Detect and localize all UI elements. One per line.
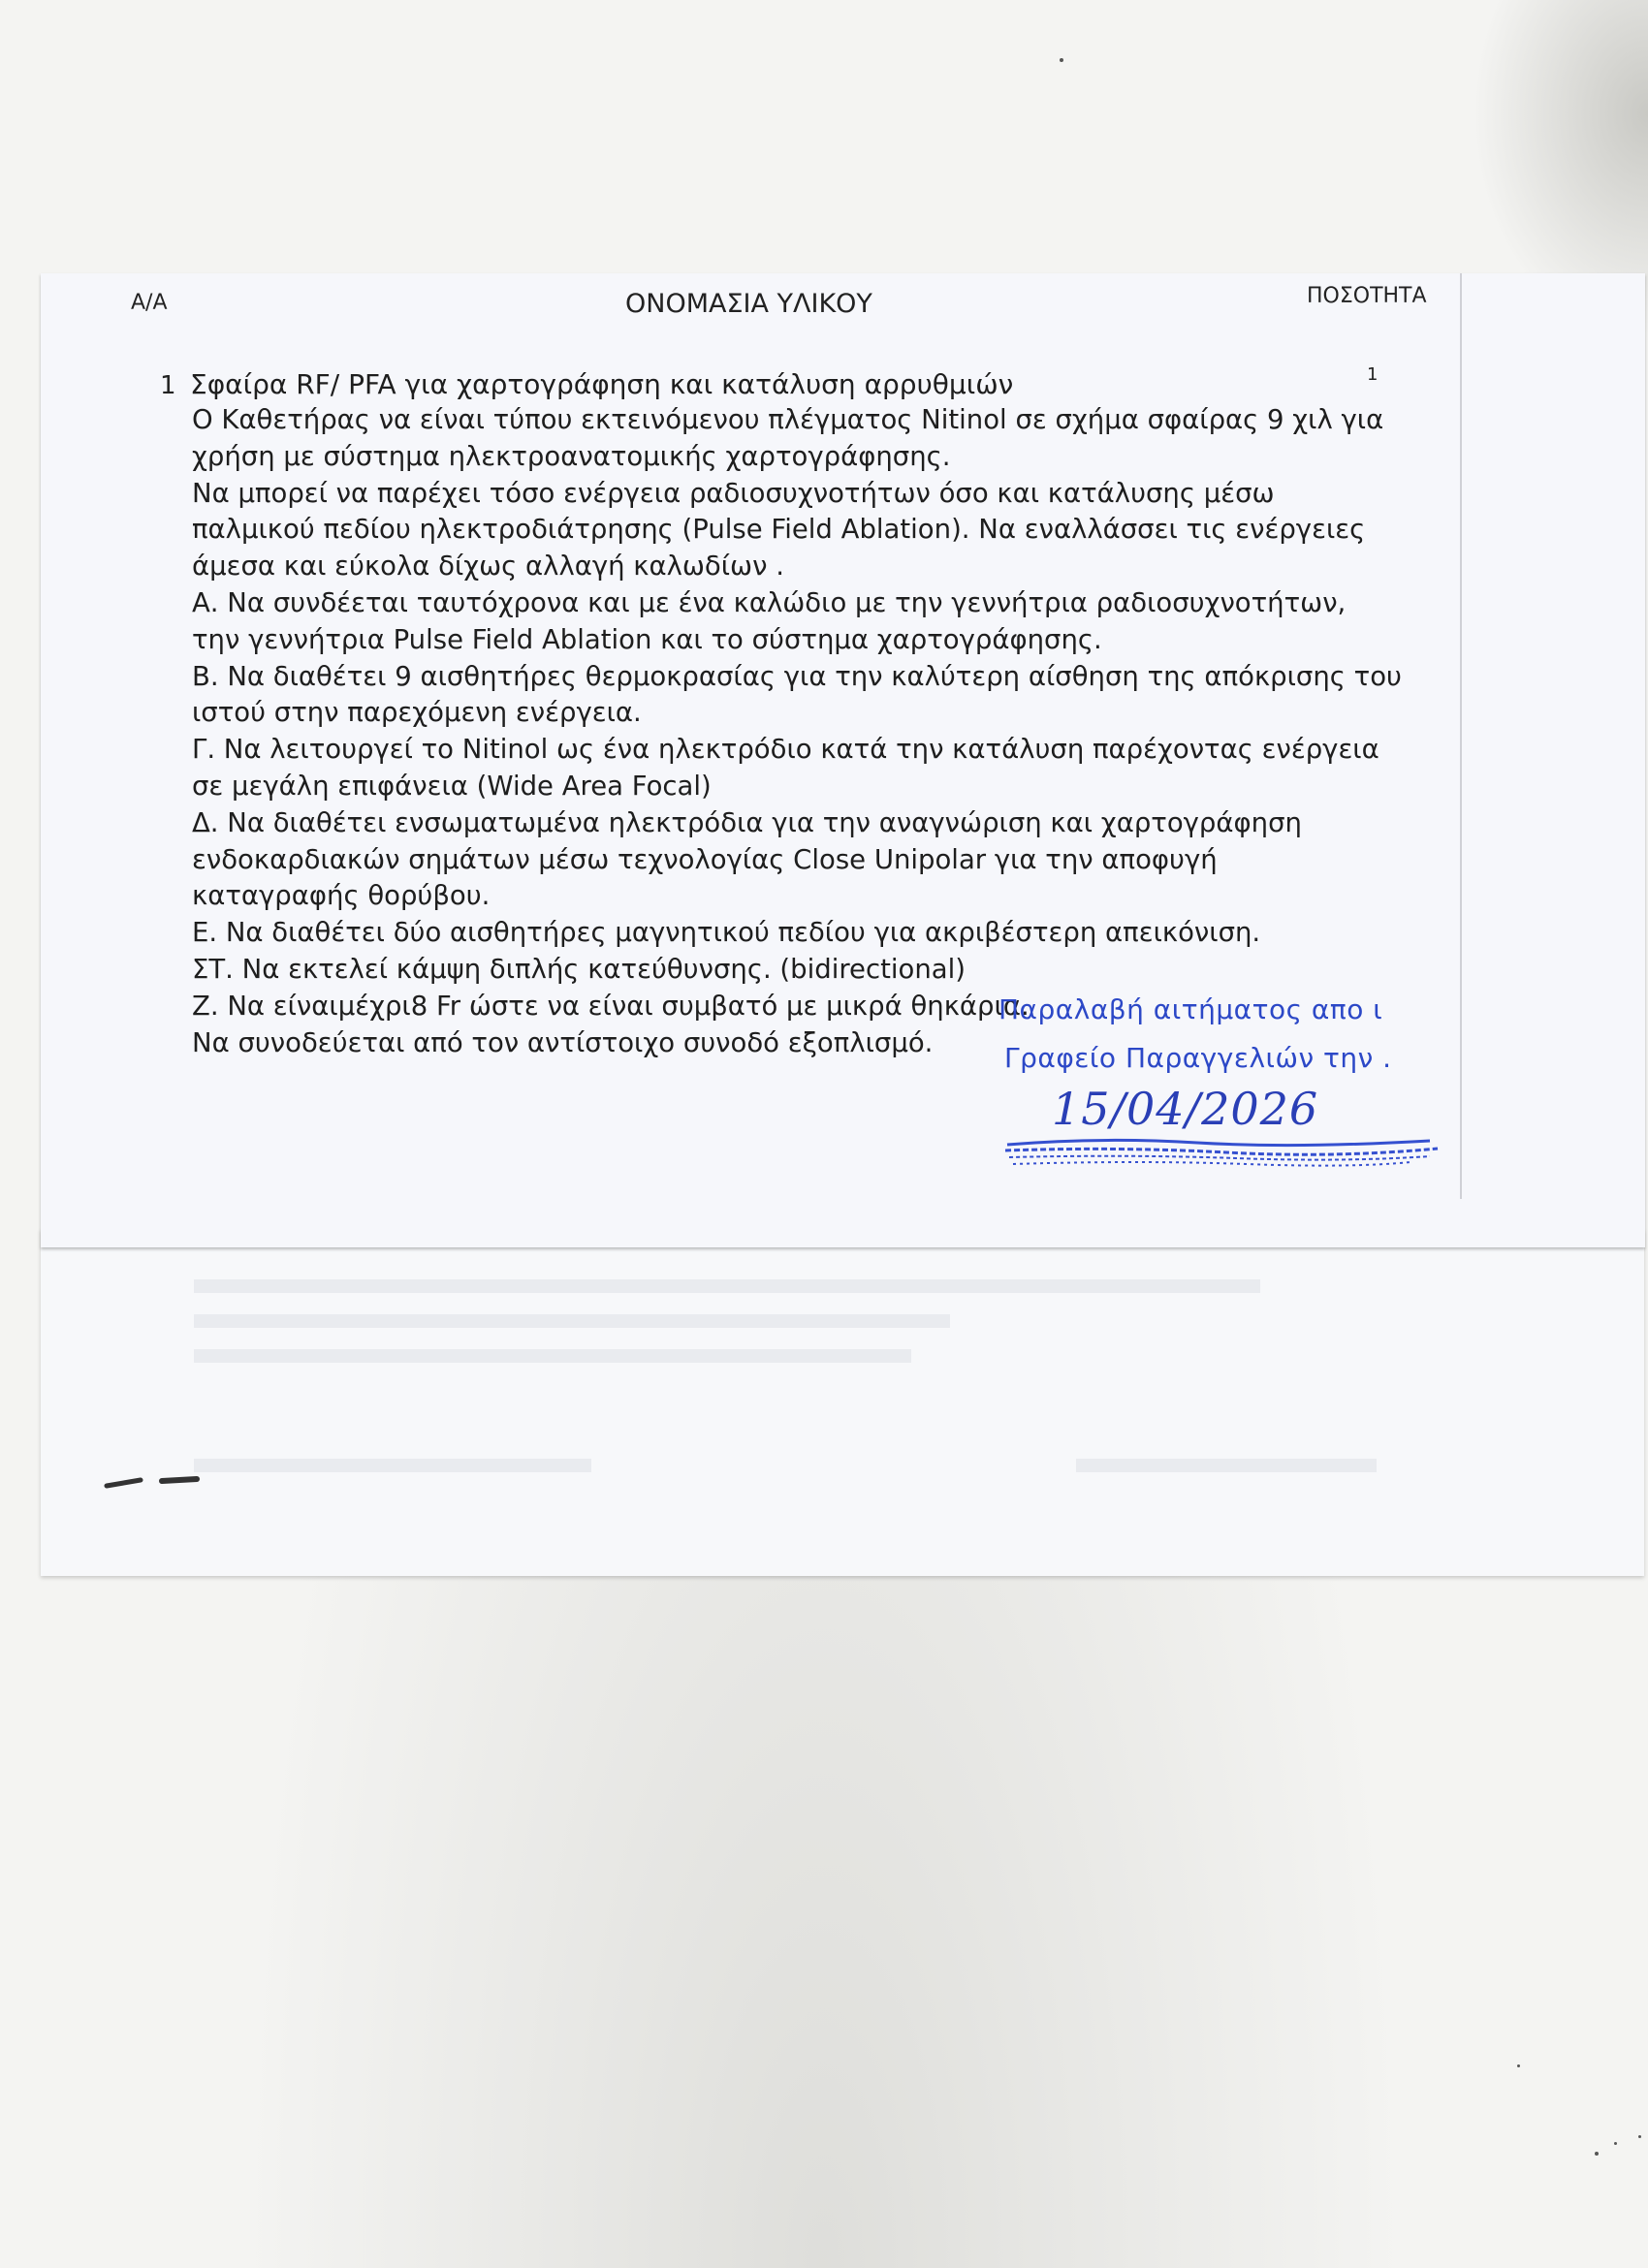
slip-edge-line: [1460, 273, 1462, 1199]
spec-line: Να μπορεί να παρέχει τόσο ενέργεια ραδιοσυχνοτήτων όσο και κατάλυσης μέσω: [192, 477, 1275, 509]
spec-line: ιστού στην παρεχόμενη ενέργεια.: [192, 697, 642, 729]
column-header-aa: Α/Α: [131, 291, 168, 315]
pen-mark: [102, 1468, 208, 1497]
scan-speck: [1614, 2142, 1617, 2145]
spec-line: Ε. Να διαθέτει δύο αισθητήρες μαγνητικού πεδίου για ακριβέστερη απεικόνιση.: [192, 917, 1261, 949]
spec-line: Δ. Να διαθέτει ενσωματωμένα ηλεκτρόδια για την αναγνώριση και χαρτογράφηση: [192, 806, 1302, 838]
item-title: Σφαίρα RF/ PFA για χαρτογράφηση και κατάλυση αρρυθμιών: [190, 368, 1014, 400]
scan-speck: [1517, 2064, 1520, 2067]
spec-line: Β. Να διαθέτει 9 αισθητήρες θερμοκρασίας για την καλύτερη αίσθηση της απόκρισης του: [192, 660, 1402, 692]
spec-line: Γ. Να λειτουργεί το Nitinol ως ένα ηλεκτρόδιο κατά την κατάλυση παρέχοντας ενέργεια: [192, 734, 1379, 766]
spec-line: Ο Καθετήρας να είναι τύπου εκτεινόμενου πλέγματος Nitinol σε σχήμα σφαίρας 9 χιλ για: [192, 404, 1384, 435]
column-header-quantity: ΠΟΣΟΤΗΤΑ: [1307, 284, 1427, 308]
spec-line: χρήση με σύστημα ηλεκτροανατομικής χαρτογράφησης.: [192, 440, 951, 472]
stamp-text-office: Γραφείο Παραγγελιών την .: [1004, 1042, 1392, 1074]
stamp-text-received: Παραλαβή αιτήματος απο ι: [998, 993, 1383, 1025]
spec-line: την γεννήτρια Pulse Field Ablation και το σύστημα χαρτογράφησης.: [192, 623, 1102, 655]
spec-line: Α. Να συνδέεται ταυτόχρονα και με ένα καλώδιο με την γεννήτρια ραδιοσυχνοτήτων,: [192, 586, 1347, 618]
spec-line: άμεσα και εύκολα δίχως αλλαγή καλωδίων .: [192, 551, 784, 583]
spec-line: ενδοκαρδιακών σημάτων μέσω τεχνολογίας Close Unipolar για την αποφυγή: [192, 843, 1218, 875]
scan-speck: [1638, 2135, 1641, 2138]
scan-speck: [1060, 58, 1063, 62]
item-quantity: 1: [1367, 364, 1379, 385]
stamp-ink-smear: [1003, 1131, 1440, 1170]
item-specification: [192, 402, 1402, 1061]
column-header-material-name: ΟΝΟΜΑΣΙΑ ΥΛΙΚΟΥ: [625, 289, 872, 319]
spec-line: σε μεγάλη επιφάνεια (Wide Area Focal): [192, 770, 712, 802]
spec-line: Να συνοδεύεται από τον αντίστοιχο συνοδό εξοπλισμό.: [192, 1026, 934, 1058]
spec-line: καταγραφής θορύβου.: [192, 880, 491, 912]
spec-line: παλμικού πεδίου ηλεκτροδιάτρησης (Pulse Field Ablation). Να εναλλάσσει τις ενέργειες: [192, 514, 1366, 546]
spec-line: ΣΤ. Να εκτελεί κάμψη διπλής κατεύθυνσης. (bidirectional): [192, 953, 966, 985]
scan-speck: [1595, 2152, 1599, 2156]
stamp-handwritten-date: 15/04/2026: [1052, 1083, 1319, 1135]
spec-line: Ζ. Να είναιμέχρι8 Fr ώστε να είναι συμβατό με μικρά θηκάρια.: [192, 990, 1030, 1022]
item-number: 1: [160, 371, 176, 400]
